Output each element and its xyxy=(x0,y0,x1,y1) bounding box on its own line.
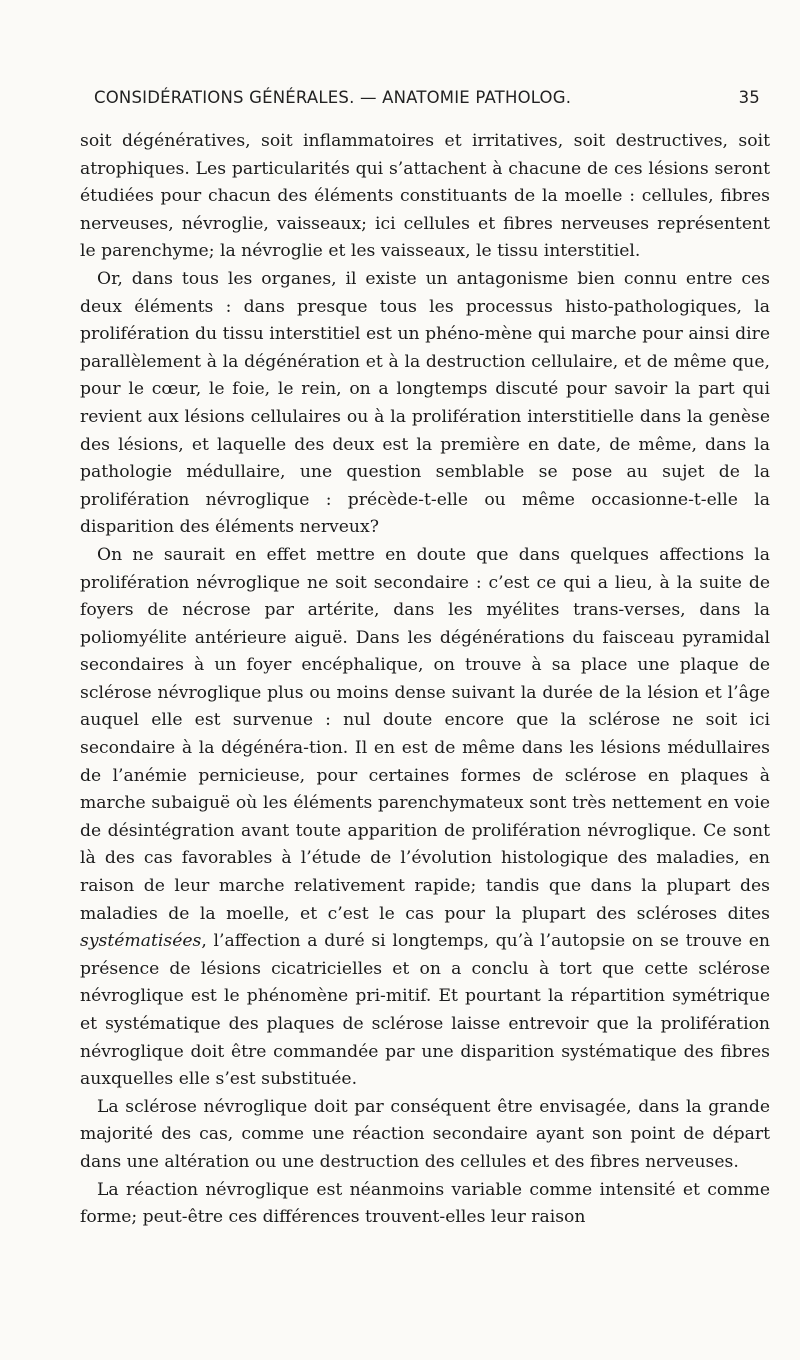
paragraph-3-part-2: , l’affection a duré si longtemps, qu’à l’autopsie on se trouve en présence de lésions cicatricielles et on a conclu à tort que cette sclérose névroglique est le phénomène pri-mitif. Et pourtant la répartition symétrique et systématique des plaques de sclérose laisse entrevoir que la prolifération névroglique doit être commandée par une disparition systématique des fibres auxquelles elle s’est substituée. xyxy=(80,931,770,1090)
paragraph-3-part-1: On ne saurait en effet mettre en doute que dans quelques affections la prolifération névroglique ne soit secondaire : c’est ce qui a lieu, à la suite de foyers de nécrose par artérite, dans les myélites trans-verses, dans la poliomyélite antérieure aiguë. Dans les dégénérations du faisceau pyramidal secondaires à un foyer encéphalique, on trouve à sa place une plaque de sclérose névroglique plus ou moins dense suivant la durée de la lésion et l’âge auquel elle est survenue : nul doute encore que la sclérose ne soit ici secondaire à la dégénéra-tion. Il en est de même dans les lésions médullaires de l’anémie pernicieuse, pour certaines formes de sclérose en plaques à marche subaiguë où les éléments parenchymateux sont très nettement en voie de désintégration avant toute apparition de prolifération névroglique. Ce sont là des cas favorables à l’étude de l’évolution histologique des maladies, en raison de leur marche relativement rapide; tandis que dans la plupart des maladies de la moelle, et c’est le cas pour la plupart des scléroses dites xyxy=(80,544,770,924)
body-text xyxy=(80,128,770,1232)
page-number: 35 xyxy=(738,88,760,107)
paragraph-2: Or, dans tous les organes, il existe un antagonisme bien connu entre ces deux éléments : dans presque tous les processus histo-pathologiques, la prolifération du tissu interstitiel est un phéno-mène qui marche pour ainsi dire parallèlement à la dégénération et à la destruction cellulaire, et de même que, pour le cœur, le foie, le rein, on a longtemps discuté pour savoir la part qui revient aux lésions cellulaires ou à la prolifération interstitielle dans la genèse des lésions, et laquelle des deux est la première en date, de même, dans la pathologie médullaire, une question semblable se pose au sujet de la prolifération névroglique : précède-t-elle ou même occasionne-t-elle la disparition des éléments nerveux? xyxy=(80,268,770,538)
paragraph-4: La sclérose névroglique doit par conséquent être envisagée, dans la grande majorité des cas, comme une réaction secondaire ayant son point de départ dans une altération ou une destruction des cellules et des fibres nerveuses. xyxy=(80,1096,770,1172)
italic-term: systématisées xyxy=(80,931,202,952)
paragraph-5: La réaction névroglique est néanmoins variable comme intensité et comme forme; peut-être ces différences trouvent-elles leur raison xyxy=(80,1179,770,1228)
paragraph-3 xyxy=(80,542,770,1094)
paragraph-1: soit dégénératives, soit inflammatoires et irritatives, soit destructives, soit atrophiques. Les particularités qui s’attachent à chacune de ces lésions seront étudiées pour chacun des éléments constituants de la moelle : cellules, fibres nerveuses, névroglie, vaisseaux; ici cellules et fibres nerveuses représentent le parenchyme; la névroglie et les vaisseaux, le tissu interstitiel. xyxy=(80,131,770,262)
running-head xyxy=(94,88,760,112)
running-head-title: CONSIDÉRATIONS GÉNÉRALES. — ANATOMIE PATHOLOG. xyxy=(94,88,572,107)
